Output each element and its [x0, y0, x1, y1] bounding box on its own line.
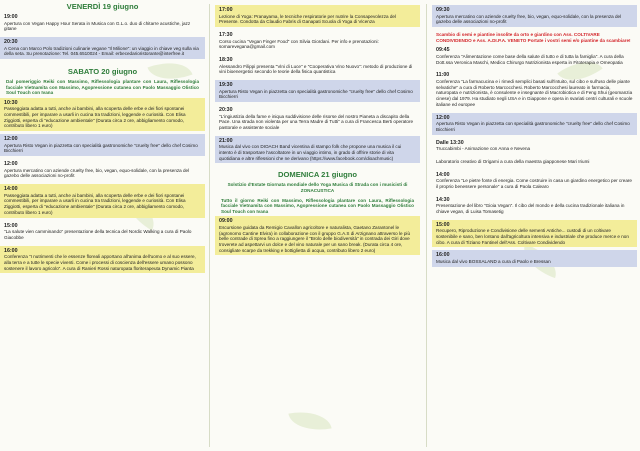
- event-text: A Cena con Marco Polo tradizioni culinarie vegane "Il Milione": un viaggio in chiave veg sulla via della seta. Su prenotazione: Tel. 045.6510024 - Email: erbecedarioristorante@interfree.it: [4, 45, 199, 57]
- event-time: 12:00: [4, 136, 18, 143]
- event-time: 19:30: [219, 82, 233, 88]
- event-text: Passeggiata adatta a tutti, anche ai bambini, alla scoperta delle erbe e dei fiori spontanei commestibili, per imparare a usarli in cucina tra tradizioni, leggende e curiosità. Con Elisa Ziggiotti, esperta di "educazione ambientale" (Durata circa 2 ore, abbigliamento comodo, contributo libero 1 euro): [4, 192, 186, 215]
- event-block: [215, 216, 420, 255]
- event-time: 16:00: [436, 252, 450, 259]
- event-time: 14:30: [436, 196, 450, 203]
- event-text: "La salute vien camminando" presentazione della tecnica del Nordic Walking a cura di Paolo Giacobbe: [4, 229, 192, 240]
- event-time: 17:30: [219, 32, 233, 38]
- event-block: [0, 246, 205, 274]
- event-time: 09:45: [436, 47, 450, 54]
- event-block: [0, 12, 205, 34]
- event-block: [432, 157, 637, 167]
- event-block: [432, 195, 637, 217]
- event-text: Recupero, Riproduzione e Condivisione delle sementi Antiche... custodi di un coltivare sostenibile e sano, ben lontano dall'agricoltura intensiva e industriale che produce merce e non cibo. A cura di Tiziano Fantinel dell'Ass. Coltivare Condividendo: [436, 228, 629, 245]
- event-time: 18:30: [219, 57, 233, 63]
- event-block: [215, 55, 420, 77]
- event-block: [215, 30, 420, 52]
- event-block: [432, 70, 637, 109]
- event-block: [215, 80, 420, 102]
- event-time: 11:00: [436, 72, 450, 79]
- event-text: Escursione guidata da Remigio Cavallon agricoltore e naturalista, Gaetano Zarantonel le (agronomo Cantine Elvira) in collaborazione con il gruppo G.A.S di Arzignano attraverso le più belle contrade di Sprea fino a raggiungere il "Brolo delle biodiversità" in contrada dei Giri dove troverete ad aspettarvi un dolce e del vino naturale per un sano break. (Durata circa 4 ore, consigliate scarpe da trekking e bottiglietta di acqua, contributo libero 2 euro): [219, 224, 410, 253]
- event-text: Apertura Risto Vegan in piazzetta con specialità gastronomiche "cruelty free" dello chef Cosimo Bicchierri: [219, 88, 413, 100]
- event-text: "L'ingiustizia della fame e iniqua suddivisione delle risorse del nostro Pianeta a discapito della Pace. Una strada non violenta per una Terra Madre di Tutti" a cura di Francesca Berti operatore pastorale e assistente sociale: [219, 113, 414, 130]
- event-time: 12:00: [436, 114, 450, 121]
- event-time: 17:00: [219, 7, 233, 13]
- event-text: Musica dal vivo con DIOACH Band vicentina di stampo folk che propone una musica il cui intento è di trasportare l'ascoltatore in un viaggio intimo, in grado di offrire storie di vita quotidiana e altre riflessioni che ne derivano (https://www.facebook.com/dioachmusic): [219, 144, 402, 161]
- event-block: [432, 138, 637, 154]
- event-text: Conferenza "Alimentazione come base della salute di tutto e di tutta la famiglia". A cura della Dott.ssa Veronica Maschi, Medico Chirurgo Nutrizionista esperta in Fitoterapia e Omeopatia: [436, 54, 624, 65]
- event-block: [215, 5, 420, 27]
- event-time: 12:00: [4, 161, 18, 168]
- event-block: [432, 220, 637, 248]
- column-saturday-sunday: [215, 0, 420, 451]
- event-time: 09:00: [219, 218, 233, 225]
- event-block: [0, 98, 205, 131]
- event-text: Apertura Risto Vegan in piazzetta con specialità gastronomiche "cruelty free" dello chef Cosimo Bicchierri: [4, 142, 198, 154]
- column-friday-saturday: [0, 0, 205, 451]
- event-block: [432, 5, 637, 27]
- event-time: 10:30: [4, 99, 18, 106]
- event-text: Passeggiata adatta a tutti, anche ai bambini, alla scoperta delle erbe e dei fiori spontanei commestibili, per imparare a usarli in cucina tra tradizioni, leggende e curiosità. Con Elisa Ziggiotti, esperta di "educazione ambientale" (Durata circa 2 ore, abbigliamento comodo, contributo libero 1 euro): [4, 106, 186, 129]
- day-heading: SABATO 20 giugno: [67, 67, 138, 76]
- event-block: [432, 113, 637, 135]
- wellness-note: Dal pomeriggio Reiki con Massimo, Riflessologia plantare con Laura, Riflessologia facciale Vietnamita con Massimo, Agopressione cutanea con Paolo Massaggio Olistico Soul Touch con Ivana: [6, 79, 199, 96]
- event-time: 20:30: [4, 39, 18, 45]
- event-time: 21:00: [219, 137, 233, 144]
- event-time: 20:30: [219, 107, 233, 113]
- event-block: [215, 105, 420, 133]
- event-text: Apertura mercatino con aziende cruelty free, bio, vegan, equo-solidale, con la presenza del gazebo delle associazioni no-profit: [4, 167, 190, 179]
- day-heading: VENERDÌ 19 giugno: [66, 2, 139, 11]
- event-text: Apertura mercatino con aziende cruelty free, bio, vegan, equo-solidale, con la presenza del gazebo delle associazioni no-profit: [436, 13, 622, 25]
- event-block: [0, 184, 205, 217]
- event-text: Presentazione del libro "Gioia Vegan". Il cibo del mondo e della cucina tradizionale italiana in chiave vegan, di Luisa Tomasetig: [436, 203, 625, 214]
- wellness-note: Tutto il giorno Reiki con Massimo, Riflessologia plantare con Laura, Riflessologia facciale Vietnamita con Massimo, Agopressione cutanea con Paolo Massaggio Olistico Soul Touch con Ivana: [221, 197, 414, 214]
- event-time: 15:00: [4, 222, 18, 229]
- event-text: Alessandro Filippi presenta "Vini di Luce" e "Cooperativa Vino Nuovo": metodo di produzione di vini bioenergetici secondo le teorie della fisica quantistica: [219, 63, 413, 75]
- column-sunday: [432, 0, 637, 451]
- event-time: 19:00: [4, 14, 18, 20]
- event-time: 15:00: [436, 221, 450, 228]
- event-time: 14:00: [4, 186, 18, 193]
- solstice-note: Solstizio d'Estate Giornata mondiale dello Yoga Musica di Strada con i musicisti di ZONACUSTICA: [227, 182, 408, 193]
- seed-exchange-note: Scambio di semi e piantine insolite da orto e giardino con Ass. COLTIVARE CONDIVIDENDO e Ass. A.DI.P.A. VENETO Portate i vostri semi e/o piantine da scambiare!: [436, 32, 631, 43]
- event-block: [0, 159, 205, 181]
- event-time: 16:00: [4, 247, 18, 254]
- event-block: [432, 170, 637, 192]
- event-block: [0, 37, 205, 59]
- event-block: [0, 221, 205, 243]
- event-block: [0, 134, 205, 156]
- event-block: [432, 250, 637, 266]
- event-text: Conferenza "I nutrimenti che le essenze floreali apportano all'anima dell'uomo e al suo essere, alla terra e a tutte le specie viventi. Come i processi di coscienza dell'essere umano possono sostenere il lavoro agricolo". A cura di Ranieri Rossi naturopata floriterapeuta Dynamic Pianta: [4, 254, 196, 271]
- event-time: 14:00: [436, 171, 450, 178]
- column-divider: [426, 4, 427, 447]
- event-text: Apertura con Vegan Happy Hour Serata in Musica con G.L.o. duo di chitarre acustiche, jazz gitane: [4, 20, 191, 32]
- event-text: Lezione di Yoga: Pranayama, le tecniche respiratorie per nutrire la Consapevolezza del Presente. Condotta da Claudio Fabris di Ganapati Scuola di Yoga di Vicenza: [219, 13, 396, 25]
- day-heading: DOMENICA 21 giugno: [277, 170, 358, 180]
- event-block: [215, 136, 420, 164]
- column-divider: [209, 4, 210, 447]
- event-text: Musica dal vivo BOSSALAND a cura di Paolo e Bressan: [436, 258, 551, 264]
- event-text: Conferenza "Le pietre fonte di energia. Come costruire in casa un giardino energetico per creare il proprio benessere personale" a cura di Paola Calearo: [436, 178, 632, 189]
- event-text: Laboratorio creativo di Origami a cura della maestra giapponese Mari Iriumi: [436, 158, 590, 164]
- event-time: 09:30: [436, 7, 450, 13]
- event-text: Conferenza "La farmacucina e i rimedi semplici basati sull'intuito, sul cibo e sull'uso delle piante selvatiche" a cura di Roberto Marcocchesi. Roberto Marcocchesi laureato in farmacia, naturopata e nutrizionista, è consulente e insegnante di Macrobiotica e di Feng Shui (geomanzia cinese) dal 1979. Ha studiato negli USA e in Giappone e opera in svariati centri culturali e scuole italiane ed europee: [436, 79, 633, 107]
- event-time: Dalle 13:30: [436, 139, 464, 146]
- event-text: Apertura Risto Vegan in piazzetta con specialità gastronomiche "cruelty free" dello chef Cosimo Bicchierri: [436, 121, 630, 132]
- event-text: Corso cucina "Vegan Finger Food" con Silvia Giordani. Per info e prenotazioni: somarevegana@gmail.com: [219, 38, 379, 50]
- event-block: [432, 45, 637, 67]
- event-text: Truccabimbi - Animazione con Anna e Nevena: [436, 146, 531, 152]
